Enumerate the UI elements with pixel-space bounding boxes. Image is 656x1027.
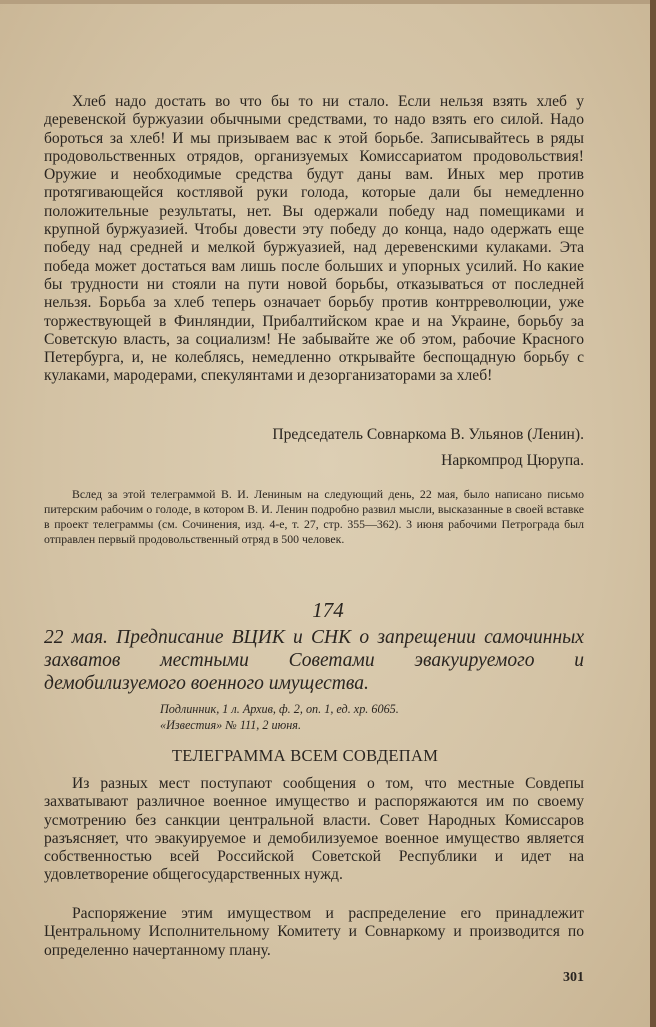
signature-chairman: Председатель Совнаркома В. Ульянов (Ленин). xyxy=(272,426,584,443)
source-line-izvestia: «Известия» № 111, 2 июня. xyxy=(160,718,301,732)
editorial-footnote: Вслед за этой телеграммой В. И. Лениным на следующий день, 22 мая, было написано письмо питерским рабочим о голоде, в котором В. И. Ленин подробно развил мысли, высказанные в своей вставке в проект телеграммы (см. Сочинения, изд. 4-е, т. 27, стр. 355—362). 3 июня рабочими Петрограда был отправлен первый продовольственный отряд в 500 человек. xyxy=(44,487,584,546)
document-number: 174 xyxy=(312,598,344,622)
page-top-edge xyxy=(0,0,656,4)
page-number: 301 xyxy=(563,970,584,985)
source-line-archive: Подлинник, 1 л. Архив, ф. 2, оп. 1, ед. хр. 6065. xyxy=(160,702,399,716)
telegram-paragraph-2: Распоряжение этим имуществом и распределение его принадлежит Центральному Исполнительному Комитету и Совнаркому и производится по определенно начертанному плану. xyxy=(44,905,584,959)
page-binding-edge xyxy=(650,0,656,1027)
signature-narkomprod: Наркомпрод Цюрупа. xyxy=(441,452,584,469)
telegram-paragraph-1: Из разных мест поступают сообщения о том, что местные Совдепы захватывают различное военное имущество и распоряжаются им по своему усмотрению без санкции центральной власти. Совет Народных Комиссаров разъясняет, что эвакуируемое и демобилизуемое военное имущество является собственностью всей Российской Советской Республики и идет на удовлетворение общегосударственных нужд. xyxy=(44,775,584,884)
telegram-heading: ТЕЛЕГРАММА ВСЕМ СОВДЕПАМ xyxy=(171,746,439,765)
telegram-body-text: Хлеб надо достать во что бы то ни стало. Если нельзя взять хлеб у деревенской буржуазии обычными средствами, то надо взять его силой. Надо бороться за хлеб! И мы призываем вас к этой борьбе. Записывайтесь в ряды продовольственных отрядов, организуемых Комиссариатом продовольствия! Оружие и необходимые средства будут даны вам. Иных мер против протягивающейся костлявой руки голода, которые дали бы немедленно положительные результаты, нет. Вы одержали победу над помещиками и крупной буржуазией. Чтобы довести эту победу до конца, надо одержать еще победу над средней и мелкой буржуазией, над деревенскими кулаками. Эта победа может достаться вам лишь после больших и упорных усилий. Но какие бы трудности ни стояли на пути новой борьбы, отказываться от последней нельзя. Борьба за хлеб теперь означает борьбу против контрреволюции, уже торжествующей в Финляндии, Прибалтийском крае и на Украине, борьбу за Советскую власть, за социализм! Не забывайте же об этом, рабочие Красного Петербурга, и, не колеблясь, немедленно открывайте беспощадную борьбу с кулаками, мародерами, спекулянтами и дезорганизаторами за хлеб! xyxy=(44,93,584,385)
source-reference xyxy=(160,701,580,733)
document-title: 22 мая. Предписание ВЦИК и СНК о запрещении самочинных захватов местными Советами эвакуируемого и демобилизуемого военного имущества. xyxy=(44,627,584,694)
